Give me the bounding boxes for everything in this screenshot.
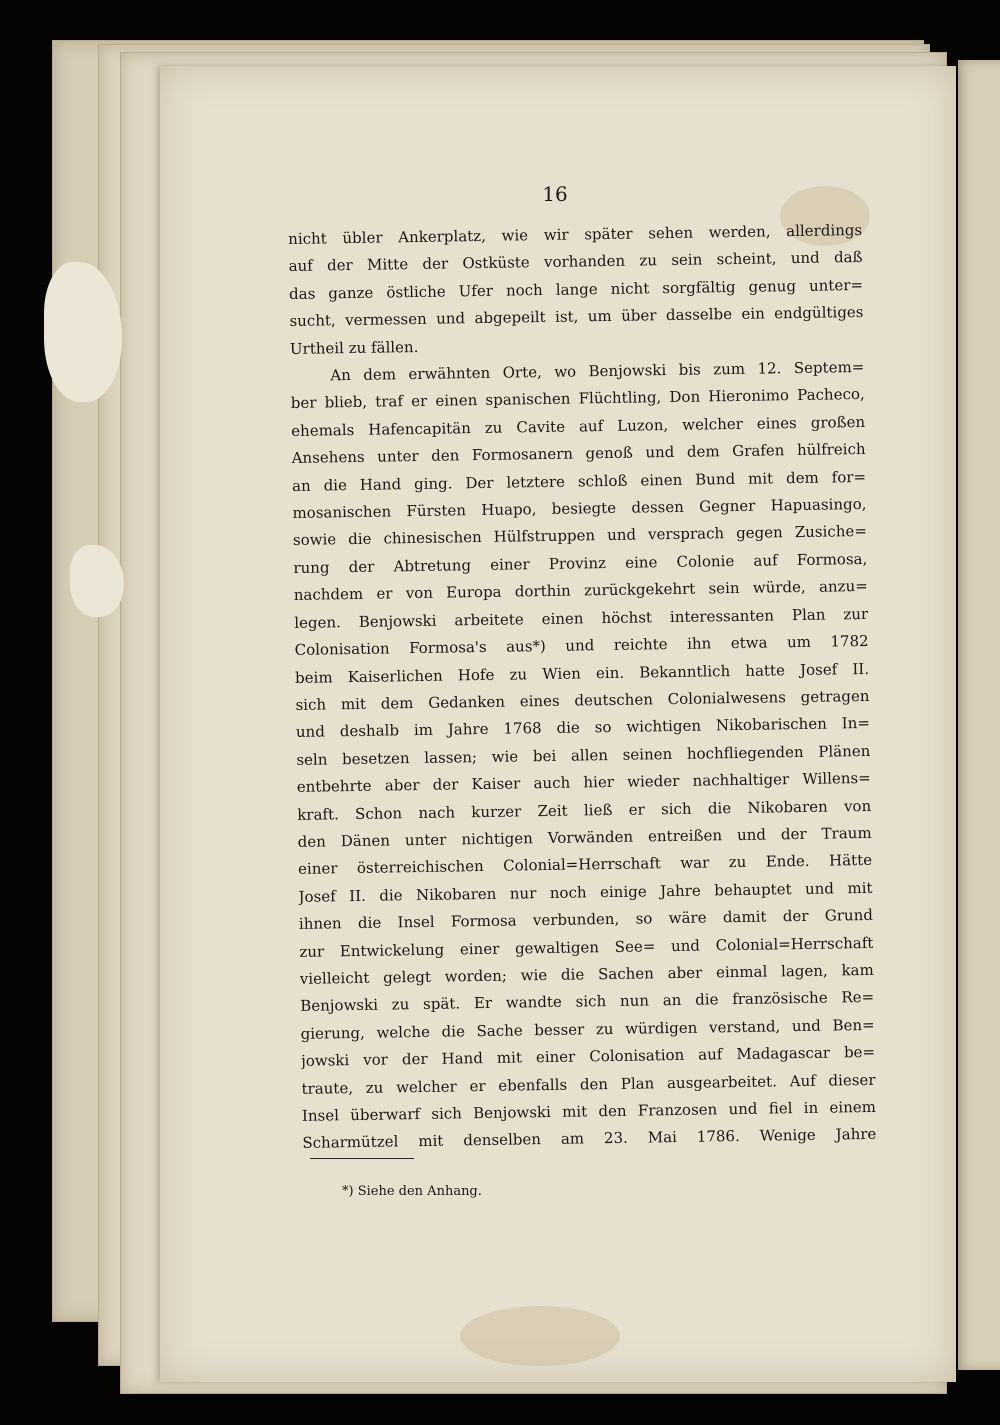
text-line: seln besetzen lassen; wie bei allen seinen hochfliegenden Plänen [296, 741, 871, 769]
text-line: und deshalb im Jahre 1768 die so wichtigen Nikobarischen In= [295, 714, 871, 742]
text-line: das ganze östliche Ufer noch lange nicht sorgfältig genug unter= [288, 275, 864, 303]
text-line: ber blieb, traf er einen spanischen Flüchtling, Don Hieronimo Pacheco, [290, 385, 865, 413]
footnote-divider [310, 1158, 414, 1159]
text-line: Ansehens unter den Formosanern genoß und dem Grafen hülfreich [291, 440, 866, 468]
text-line: an die Hand ging. Der letztere schloß einen Bund mit dem for= [291, 467, 867, 495]
text-line: ihnen die Insel Formosa verbunden, so wäre damit der Grund [298, 906, 874, 934]
text-line: auf der Mitte der Ostküste vorhanden zu sein scheint, und daß [288, 248, 863, 276]
text-line: Josef II. die Nikobaren nur noch einige Jahre behauptet und mit [298, 878, 873, 906]
text-line: jowski vor der Hand mit einer Colonisation auf Madagascar be= [300, 1043, 876, 1071]
page [160, 66, 956, 1382]
body-text [288, 217, 877, 1158]
text-line: sucht, vermessen und abgepeilt ist, um über dasselbe ein endgültiges [289, 303, 864, 331]
text-line: den Dänen unter nichtigen Vorwänden entreißen und der Traum [297, 823, 872, 851]
facing-page-edge [958, 60, 1000, 1370]
text-line: rung der Abtretung einer Provinz eine Colonie auf Formosa, [293, 549, 868, 577]
text-line: gierung, welche die Sache besser zu würdigen verstand, und Ben= [300, 1015, 875, 1043]
text-line: Urtheil zu fällen. [289, 337, 419, 358]
text-line: nachdem er von Europa dorthin zurückgekehrt sein würde, anzu= [293, 577, 868, 605]
text-line: entbehrte aber der Kaiser auch hier wieder nachhaltiger Willens= [296, 769, 871, 797]
text-line: zur Entwickelung einer gewaltigen See= und Colonial=Herrschaft [299, 933, 874, 961]
text-line: An dem erwähnten Orte, wo Benjowski bis zum 12. Septem= [330, 357, 865, 385]
text-line: traute, zu welcher er ebenfalls den Plan ausgearbeitet. Auf dieser [301, 1070, 876, 1098]
paper-stain [460, 1306, 620, 1366]
text-line: Colonisation Formosa's aus*) und reichte ihn etwa um 1782 [294, 632, 869, 660]
text-line: legen. Benjowski arbeitete einen höchst interessanten Plan zur [294, 604, 869, 632]
text-line: mosanischen Fürsten Huapo, besiegte dessen Gegner Hapuasingo, [292, 495, 867, 523]
text-line: sowie die chinesischen Hülfstruppen und versprach gegen Zusiche= [292, 522, 868, 550]
text-line: nicht übler Ankerplatz, wie wir später sehen werden, allerdings [288, 220, 863, 248]
text-line: Scharmützel mit denselben am 23. Mai 1786. Wenige Jahre [302, 1125, 877, 1153]
text-line: kraft. Schon nach kurzer Zeit ließ er sich die Nikobaren von [297, 796, 872, 824]
text-line: sich mit dem Gedanken eines deutschen Colonialwesens getragen [295, 686, 870, 714]
text-line: beim Kaiserlichen Hofe zu Wien ein. Bekanntlich hatte Josef II. [294, 659, 870, 687]
text-line: Insel überwarf sich Benjowski mit den Franzosen und fiel in einem [301, 1097, 877, 1125]
text-line: vielleicht gelegt worden; wie die Sachen aber einmal lagen, kam [299, 960, 874, 988]
text-line: Benjowski zu spät. Er wandte sich nun an die französische Re= [300, 988, 875, 1016]
text-line: ehemals Hafencapitän zu Cavite auf Luzon, welcher eines großen [291, 412, 866, 440]
text-line: einer österreichischen Colonial=Herrschaft war zu Ende. Hätte [297, 851, 873, 879]
page-number: 16 [542, 182, 568, 206]
footnote: *) Siehe den Anhang. [342, 1184, 482, 1199]
